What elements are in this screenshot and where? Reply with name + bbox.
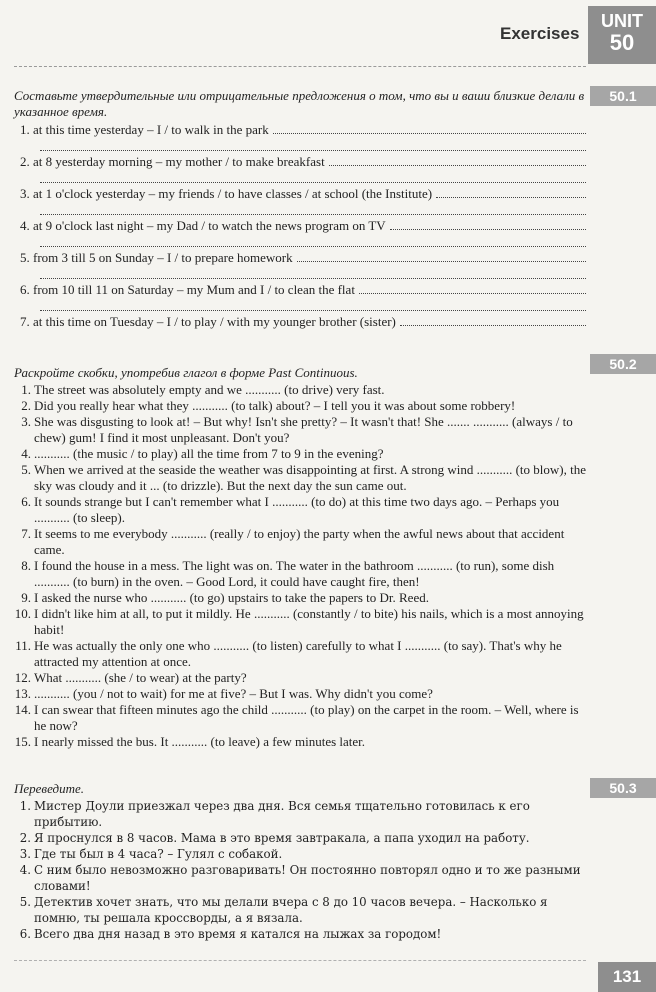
item-number: 6.: [21, 494, 31, 509]
item-text: Did you really hear what they ........... (to talk) about? – I tell you it was about some robbery!: [34, 398, 516, 413]
exercise-item: [14, 670, 586, 686]
exercise-50-2: [14, 365, 586, 750]
exercise-badge-50-3: 50.3: [590, 778, 656, 798]
item-text: I didn't like him at all, to put it mildly. He ........... (constantly / to bite) his nails, which is a most annoying habit!: [34, 606, 584, 637]
exercise-instruction: Раскройте скобки, употребив глагол в форме Past Continuous.: [14, 365, 358, 380]
exercise-item: [14, 590, 586, 606]
item-number: 4.: [19, 863, 31, 877]
exercise-item: [14, 734, 586, 750]
footer-divider: [14, 960, 586, 961]
exercise-item: [14, 526, 586, 558]
item-text: ........... (the music / to play) all the time from 7 to 9 in the evening?: [34, 446, 384, 461]
item-text: Детектив хочет знать, что мы делали вчера с 8 до 10 часов вечера. – Насколько я помню, ты решала кроссворды, а я вязала.: [34, 895, 548, 925]
exercise-item: [14, 894, 586, 926]
item-text: Всего два дня назад в это время я катался на лыжах за городом!: [34, 927, 442, 941]
item-number: 6.: [19, 927, 31, 941]
answer-blank: [359, 281, 586, 294]
item-number: 3.: [19, 847, 31, 861]
exercise-prompt: 6. from 10 till 11 on Saturday – my Mum and I / to clean the flat: [20, 282, 355, 297]
exercise-item: [14, 926, 586, 942]
item-text: I can swear that fifteen minutes ago the child ........... (to play) on the carpet in the room. – Well, where is he now?: [34, 702, 579, 733]
item-text: I found the house in a mess. The light was on. The water in the bathroom ........... (to run), some dish ........... (to burn) in the oven. – Good Lord, it could have caught fire, then!: [34, 558, 555, 589]
exercise-item: [14, 462, 586, 494]
item-number: 5.: [21, 462, 31, 477]
exercise-badge-50-1: 50.1: [590, 86, 656, 106]
answer-line: [40, 298, 586, 311]
exercise-item: [14, 686, 586, 702]
unit-label: UNIT: [601, 11, 643, 31]
exercise-item: [14, 638, 586, 670]
answer-line: [40, 170, 586, 183]
answer-blank: [436, 185, 586, 198]
item-text: Мистер Доули приезжал через два дня. Вся семья тщательно готовилась к его прибытию.: [34, 799, 530, 829]
page-number: 131: [598, 962, 656, 992]
item-number: 14.: [14, 702, 31, 717]
exercise-prompt: 5. from 3 till 5 on Sunday – I / to prepare homework: [20, 250, 293, 265]
item-number: 1.: [21, 382, 31, 397]
item-text: С ним было невозможно разговаривать! Он постоянно повторял одно и то же разными словами!: [34, 863, 581, 893]
item-number: 7.: [21, 526, 31, 541]
item-text: ........... (you / not to wait) for me at five? – But I was. Why didn't you come?: [34, 686, 433, 701]
exercise-item: [14, 830, 586, 846]
exercise-item: [14, 846, 586, 862]
exercise-item: [14, 446, 586, 462]
item-number: 2.: [19, 831, 31, 845]
exercise-prompt: 3. at 1 o'clock yesterday – my friends / to have classes / at school (the Institute): [20, 186, 433, 201]
item-text: The street was absolutely empty and we ........... (to drive) very fast.: [34, 382, 385, 397]
exercise-item: [14, 121, 586, 153]
item-number: 1.: [19, 799, 31, 813]
exercise-item: [14, 494, 586, 526]
header-divider: [14, 66, 586, 67]
answer-line: [40, 266, 586, 279]
exercise-item: [14, 606, 586, 638]
answer-line: [40, 202, 586, 215]
item-number: 8.: [21, 558, 31, 573]
exercise-item: [14, 281, 586, 313]
exercise-item: [14, 185, 586, 217]
exercise-instruction: Составьте утвердительные или отрицательные предложения о том, что вы и ваши близкие делали в указанное время.: [14, 88, 585, 119]
item-text: It seems to me everybody ........... (really / to enjoy) the party when the awful news about that accident came.: [34, 526, 565, 557]
item-text: He was actually the only one who ........... (to listen) carefully to what I ........... (to say). That's why he attracted my attention at once.: [34, 638, 562, 669]
unit-box: [588, 6, 656, 64]
exercise-50-3: [14, 781, 586, 942]
item-number: 3.: [21, 414, 31, 429]
exercise-item: [14, 414, 586, 446]
exercise-item: [14, 798, 586, 830]
item-text: Где ты был в 4 часа? – Гулял с собакой.: [34, 847, 283, 861]
item-text: It sounds strange but I can't remember what I ........... (to do) at this time two days ago. – Perhaps you ........... (to sleep).: [34, 494, 560, 525]
item-text: I asked the nurse who ........... (to go) upstairs to take the papers to Dr. Reed.: [34, 590, 429, 605]
item-number: 13.: [14, 686, 31, 701]
unit-number: 50: [609, 30, 635, 55]
exercise-50-1: [14, 88, 586, 330]
exercise-item: [14, 702, 586, 734]
item-text: I nearly missed the bus. It ........... (to leave) a few minutes later.: [34, 734, 366, 749]
exercise-prompt: 4. at 9 o'clock last night – my Dad / to watch the news program on TV: [20, 218, 386, 233]
page-title: Exercises: [500, 24, 580, 43]
answer-line: [40, 138, 586, 151]
exercise-item: [14, 249, 586, 281]
answer-blank: [329, 153, 586, 166]
exercise-item: [14, 398, 586, 414]
item-text: What ........... (she / to wear) at the party?: [34, 670, 247, 685]
item-text: When we arrived at the seaside the weather was disappointing at first. A strong wind ........... (to blow), the sky was cloudy and it ... (to drizzle). But the next day the sun came out.: [34, 462, 587, 493]
exercise-instruction: Переведите.: [14, 781, 85, 796]
item-number: 5.: [19, 895, 31, 909]
exercise-prompt: 2. at 8 yesterday morning – my mother / to make breakfast: [20, 154, 325, 169]
exercise-prompt: 7. at this time on Tuesday – I / to play / with my younger brother (sister): [20, 314, 396, 329]
item-number: 9.: [21, 590, 31, 605]
item-number: 10.: [14, 606, 31, 621]
item-number: 4.: [21, 446, 31, 461]
item-text: She was disgusting to look at! – But why! Isn't she pretty? – It wasn't that! She ....... ........... (always / to chew) gum! I find it most unpleasant. Don't you?: [34, 414, 573, 445]
answer-blank: [297, 249, 586, 262]
exercise-item: [14, 558, 586, 590]
exercise-prompt: 1. at this time yesterday – I / to walk in the park: [20, 122, 269, 137]
exercise-item: [14, 153, 586, 185]
item-number: 15.: [14, 734, 31, 749]
exercise-badge-50-2: 50.2: [590, 354, 656, 374]
exercise-item: [14, 382, 586, 398]
exercise-item: [14, 217, 586, 249]
answer-blank: [273, 121, 586, 134]
answer-line: [40, 234, 586, 247]
item-number: 12.: [14, 670, 31, 685]
answer-blank: [390, 217, 586, 230]
exercise-item: [14, 313, 586, 330]
answer-blank: [400, 313, 586, 326]
exercise-item: [14, 862, 586, 894]
item-text: Я проснулся в 8 часов. Мама в это время завтракала, а папа уходил на работу.: [34, 831, 530, 845]
item-number: 2.: [21, 398, 31, 413]
item-number: 11.: [15, 638, 31, 653]
